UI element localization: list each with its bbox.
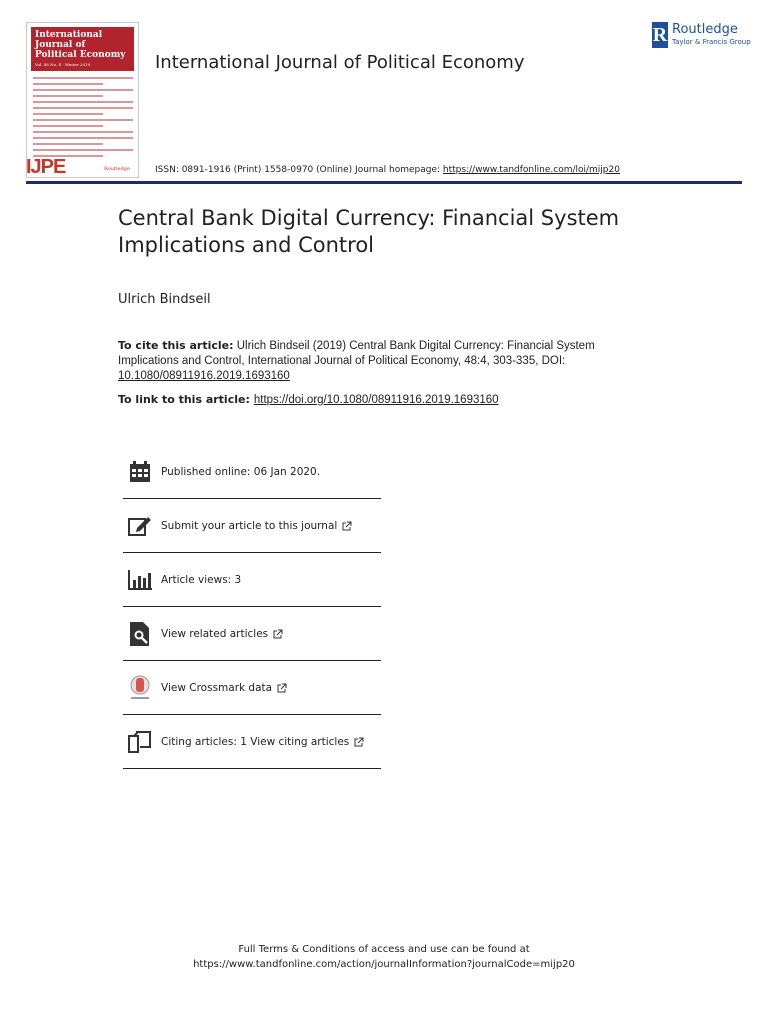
routledge-r-icon: R xyxy=(652,24,668,46)
terms-footer xyxy=(0,942,768,972)
article-link-block xyxy=(118,393,499,406)
citing-articles-link[interactable]: Citing articles: 1 View citing articles xyxy=(161,735,350,748)
external-link-icon xyxy=(354,737,364,747)
document-search-icon xyxy=(127,621,153,647)
publisher-group: Taylor & Francis Group xyxy=(672,38,751,46)
journal-cover-thumbnail xyxy=(26,22,139,178)
journal-name[interactable]: International Journal of Political Economy xyxy=(155,52,525,73)
header-rule xyxy=(26,181,742,184)
copy-documents-icon xyxy=(127,729,153,755)
cover-publisher-mark: Routledge xyxy=(104,166,130,172)
citing-articles-row[interactable] xyxy=(123,715,381,768)
cover-contents-list xyxy=(33,77,133,161)
divider xyxy=(123,768,381,769)
routledge-logo[interactable] xyxy=(652,22,751,48)
link-label: To link to this article: xyxy=(118,393,250,406)
article-info-list xyxy=(123,446,381,769)
external-link-icon xyxy=(342,521,352,531)
terms-text: Full Terms & Conditions of access and use can be found at xyxy=(238,944,530,955)
article-doi-link[interactable]: https://doi.org/10.1080/08911916.2019.1693160 xyxy=(253,394,499,406)
journal-homepage-link[interactable]: https://www.tandfonline.com/loi/mijp20 xyxy=(442,165,620,175)
crossmark-row[interactable] xyxy=(123,661,381,714)
issn-line xyxy=(155,165,620,175)
publisher-name: Routledge xyxy=(672,22,738,37)
crossmark-link[interactable]: View Crossmark data xyxy=(161,681,273,694)
external-link-icon xyxy=(273,629,283,639)
external-link-icon xyxy=(277,683,287,693)
edit-icon xyxy=(127,513,153,539)
submit-article-link[interactable]: Submit your article to this journal xyxy=(161,519,338,532)
issn-text: ISSN: 0891-1916 (Print) 1558-0970 (Online) Journal homepage: xyxy=(155,165,443,175)
article-views-row xyxy=(123,553,381,606)
article-views: Article views: 3 xyxy=(161,573,242,586)
published-row xyxy=(123,446,381,498)
cover-subtitle: Vol. 48 No. 4 · Winter 2019 xyxy=(35,62,91,67)
cite-doi-link[interactable]: 10.1080/08911916.2019.1693160 xyxy=(118,370,290,382)
cite-label: To cite this article: xyxy=(118,339,234,352)
calendar-icon xyxy=(127,459,153,485)
ijpe-logo: IJPE xyxy=(26,156,66,178)
crossmark-icon xyxy=(127,675,153,701)
published-date: Published online: 06 Jan 2020. xyxy=(161,466,321,478)
bar-chart-icon xyxy=(127,567,153,593)
article-title: Central Bank Digital Currency: Financial System Implications and Control xyxy=(118,206,620,257)
related-articles-row[interactable] xyxy=(123,607,381,660)
terms-url[interactable]: https://www.tandfonline.com/action/journalInformation?journalCode=mijp20 xyxy=(193,959,575,970)
submit-article-row[interactable] xyxy=(123,499,381,552)
citation-block xyxy=(118,338,638,384)
cite-text: Ulrich Bindseil (2019) Central Bank Digital Currency: Financial System Implications and Control, International Journal of Political Economy, 48:4, 303-335, DOI: xyxy=(118,340,595,367)
cover-title: International Journal of Political Economy xyxy=(35,30,126,60)
article-author: Ulrich Bindseil xyxy=(118,292,211,307)
related-articles-link[interactable]: View related articles xyxy=(161,627,269,640)
cover-title-band xyxy=(31,27,134,71)
